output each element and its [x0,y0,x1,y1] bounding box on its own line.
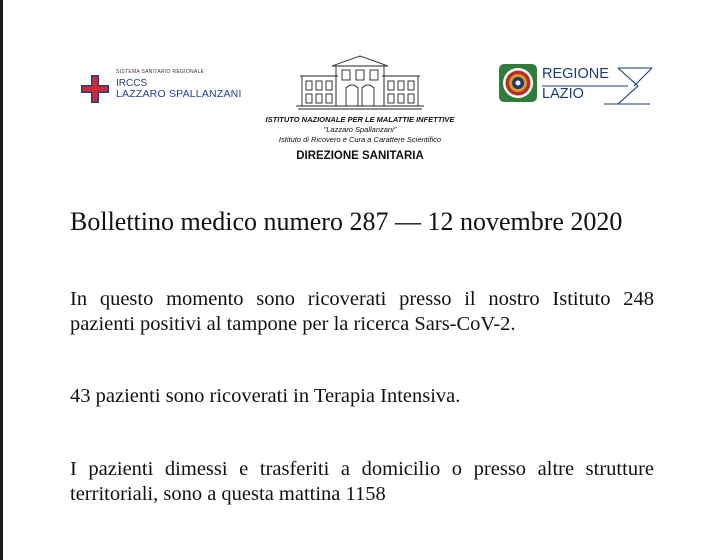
logo-irccs: IRCCS [116,78,148,89]
institute-subname: "Lazzaro Spallanzani" [323,125,397,134]
medical-cross-icon [80,74,110,104]
regione-lazio-logo [498,63,658,109]
bulletin-paragraph-discharged: I pazienti dimessi e trasferiti a domicilio o presso altre strutture territoriali, sono a questa mattina 1158 [70,458,654,505]
region-emblem-icon [498,63,538,103]
department-name: DIREZIONE SANITARIA [296,150,424,162]
bulletin-paragraph-hospitalized: In questo momento sono ricoverati presso il nostro Istituto 248 pazienti positivi al tampone per la ricerca Sars-CoV-2. [70,288,654,335]
region-name-line1: REGIONE [542,66,609,82]
institute-heading [210,115,510,165]
institute-description: Istituto di Ricovero e Cura a Carattere Scientifico [278,135,442,144]
bulletin-title: Bollettino medico numero 287 — 12 novembre 2020 [70,207,623,236]
page-edge-divider [0,0,3,560]
bulletin-paragraph-intensive-care: 43 pazienti sono ricoverati in Terapia Intensiva. [70,385,461,407]
logo-institute-name: LAZZARO SPALLANZANI [116,88,242,100]
region-name [542,66,609,103]
institute-name: ISTITUTO NAZIONALE PER LE MALATTIE INFETTIVE [265,115,455,124]
logo-caption: SISTEMA SANITARIO REGIONALE [116,69,205,75]
region-name-line2: LAZIO [542,86,584,102]
spallanzani-logo [80,68,270,108]
institute-building-icon [296,54,424,112]
